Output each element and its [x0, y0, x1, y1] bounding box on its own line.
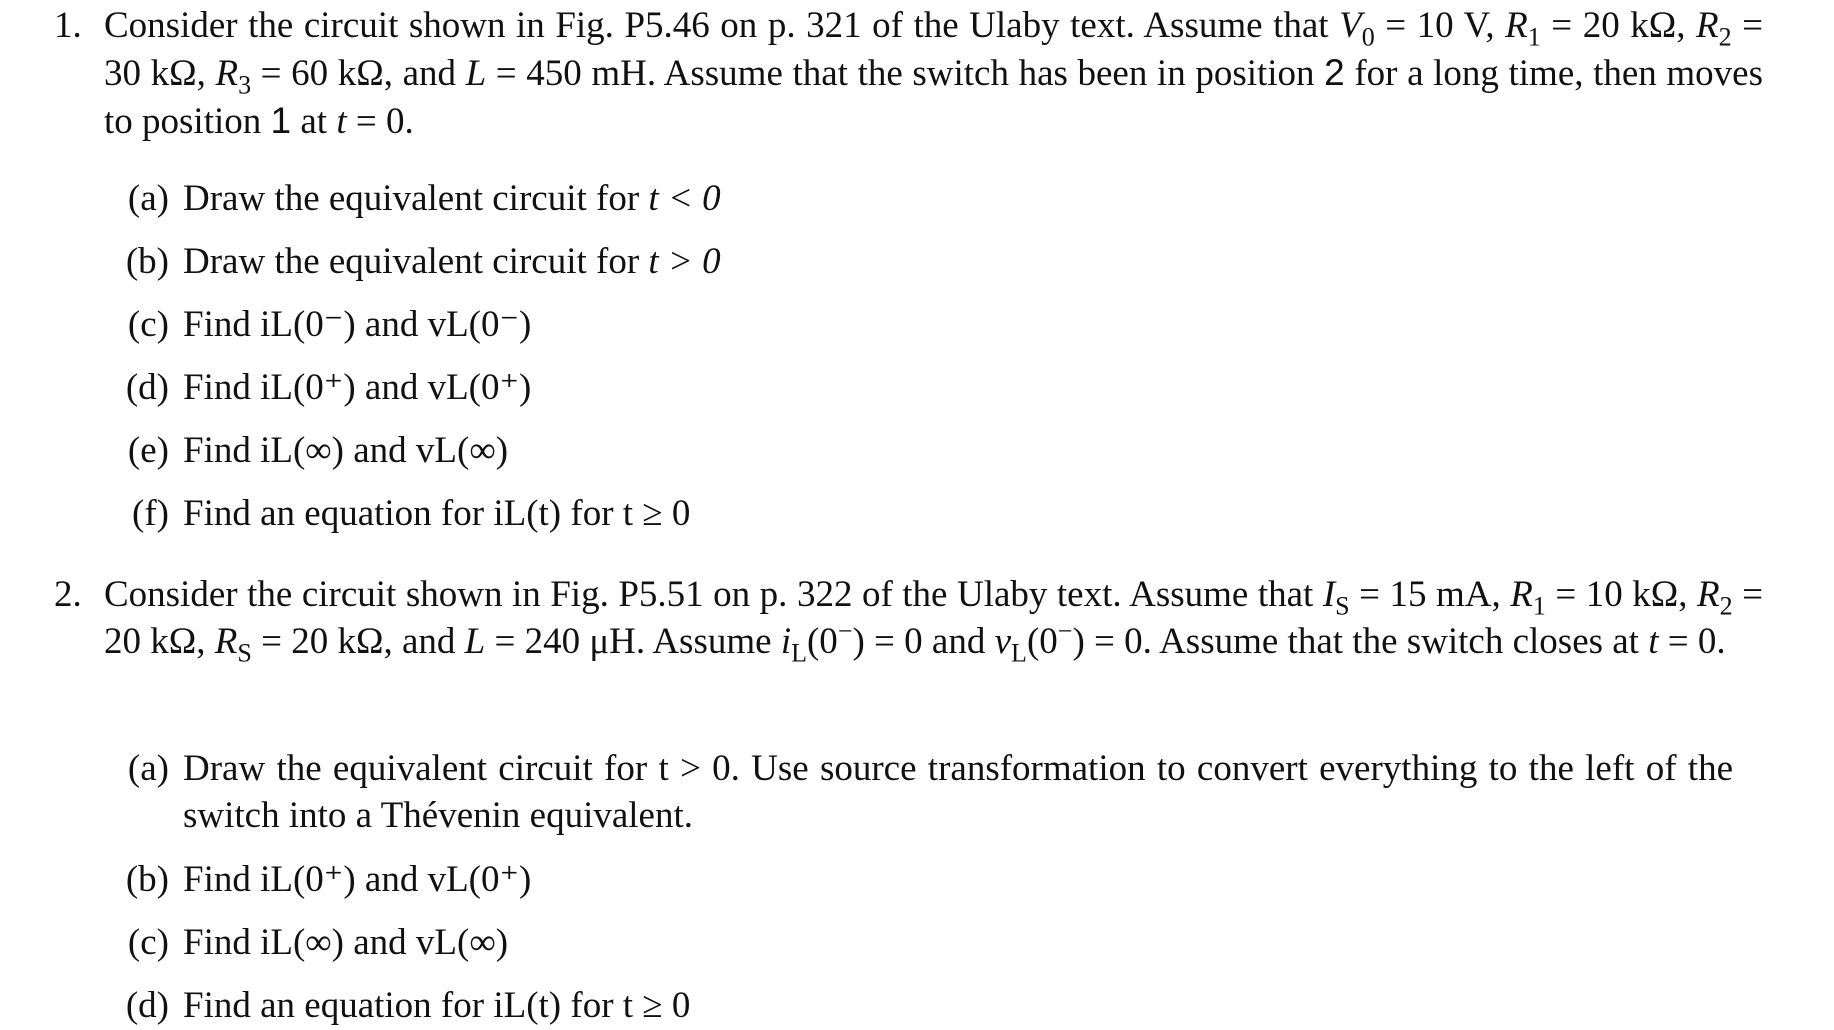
problem-1-part-e: (e) Find iL(∞) and vL(∞) [127, 430, 509, 471]
problem-1-part-c: (c) Find iL(0⁻) and vL(0⁻) [127, 304, 532, 345]
problem-2-part-b: (b) Find iL(0⁺) and vL(0⁺) [125, 859, 532, 900]
problem-1-statement [54, 2, 1774, 145]
problem-1-part-d: (d) Find iL(0⁺) and vL(0⁺) [125, 367, 532, 408]
problem-2-part-d: (d) Find an equation for iL(t) for t ≥ 0 [125, 985, 691, 1026]
problem-1-part-a: (a) Draw the equivalent circuit for t < 0 [127, 178, 721, 219]
problem-1-number: 1. [54, 5, 82, 46]
problem-2-statement [54, 571, 1774, 668]
problem-1 [54, 2, 1774, 145]
problem-2-part-a: (a) Draw the equivalent circuit for t > 0. Use source transformation to convert everything to the left of the switch into a Thévenin equivalent. [127, 748, 1733, 836]
problem-2-part-c: (c) Find iL(∞) and vL(∞) [127, 922, 509, 963]
problem-1-part-b: (b) Draw the equivalent circuit for t > 0 [125, 241, 721, 282]
problem-1-intro: Consider the circuit shown in Fig. P5.46 on p. 321 of the Ulaby text. Assume that $V_0 = 10$ V, $R_1 = 20$ kΩ, $R_2 = 30$ kΩ, $R_3 = 60$ kΩ, and L = 450 mH. Assume that the switch has been in position 2 for a long time, then moves to position 1 at t = 0. [104, 5, 1763, 142]
problem-2-number: 2. [54, 574, 82, 615]
problem-1-part-f: (f) Find an equation for iL(t) for t ≥ 0 [132, 493, 691, 534]
problem-2-intro: Consider the circuit shown in Fig. P5.51 on p. 322 of the Ulaby text. Assume that $I_S = 15$ mA, $R_1 = 10$ kΩ, $R_2 = 20$ kΩ, $R_S = 20$ kΩ, and L = 240 μH. Assume $i_L(0^-) = 0$ and $v_L(0^-) = 0$. Assume that the switch closes at t = 0. [104, 574, 1763, 668]
problem-2 [54, 571, 1774, 668]
